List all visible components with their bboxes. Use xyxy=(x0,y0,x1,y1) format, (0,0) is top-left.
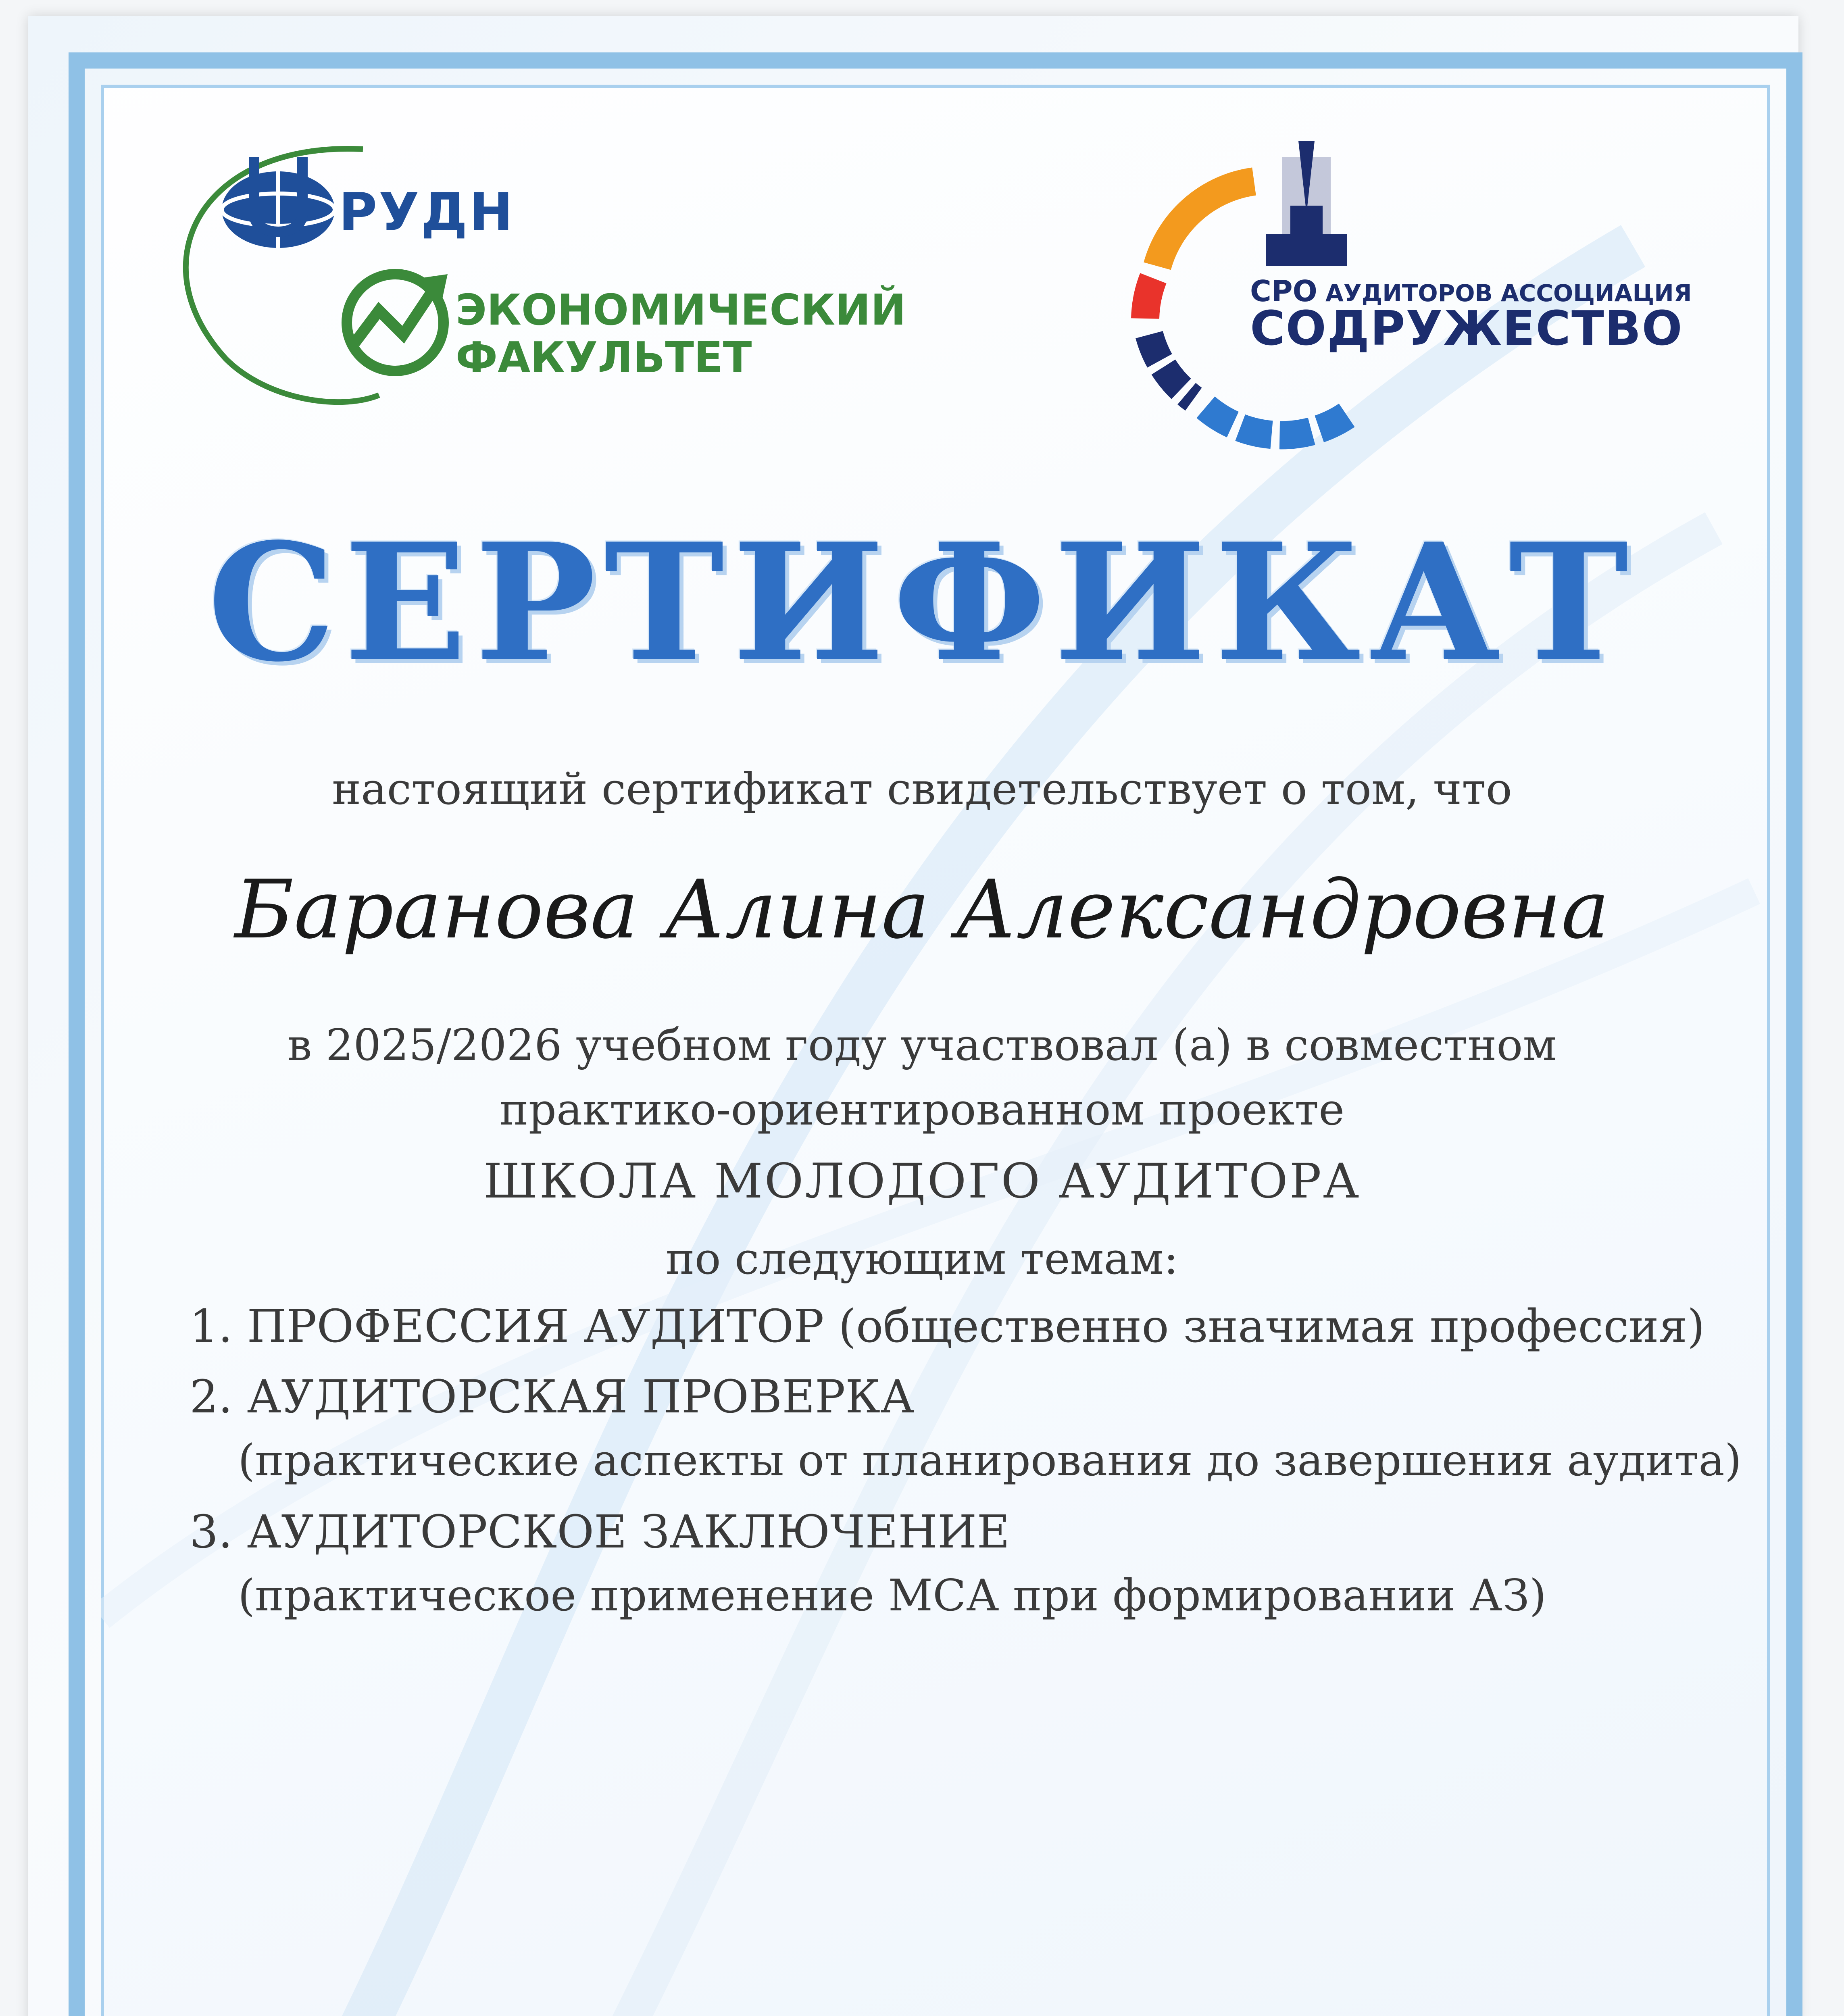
project-name: ШКОЛА МОЛОДОГО АУДИТОРА xyxy=(483,1153,1361,1209)
topic-1-title: 1. ПРОФЕССИЯ АУДИТОР (общественно значимая профессия) xyxy=(190,1300,1705,1353)
sro-logo-small-text: АУДИТОРОВ АССОЦИАЦИЯ xyxy=(1325,279,1692,307)
rudn-logo-text: РУДН xyxy=(339,181,515,243)
topics-intro: по следующим темам: xyxy=(665,1234,1179,1284)
topic-2-subtitle: (практические аспекты от планирования до завершения аудита) xyxy=(238,1435,1742,1486)
rudn-globe-icon xyxy=(222,157,335,248)
faculty-logo-line1: ЭКОНОМИЧЕСКИЙ xyxy=(456,285,906,335)
growth-chart-icon xyxy=(347,274,448,371)
faculty-logo-line2: ФАКУЛЬТЕТ xyxy=(456,333,752,382)
participation-line-2: практико-ориентированном проекте xyxy=(499,1085,1345,1135)
sro-logo-prefix: СРО xyxy=(1250,274,1317,308)
faculty-logo-text xyxy=(456,286,906,381)
topic-2-title: 2. АУДИТОРСКАЯ ПРОВЕРКА xyxy=(190,1371,915,1423)
certificate-title: СЕРТИФИКАТ xyxy=(207,508,1637,698)
topic-3-subtitle: (практическое применение МСА при формировании АЗ) xyxy=(238,1570,1546,1621)
topic-3-title: 3. АУДИТОРСКОЕ ЗАКЛЮЧЕНИЕ xyxy=(190,1506,1010,1558)
university-tower-icon xyxy=(1266,141,1347,266)
sro-logo-name: СОДРУЖЕСТВО xyxy=(1250,300,1683,356)
recipient-name: Баранова Алина Александровна xyxy=(234,863,1610,957)
participation-line-1: в 2025/2026 учебном году участвовал (а) в совместном xyxy=(287,1020,1557,1070)
certificate-intro: настоящий сертификат свидетельствует о том, что xyxy=(332,764,1512,814)
